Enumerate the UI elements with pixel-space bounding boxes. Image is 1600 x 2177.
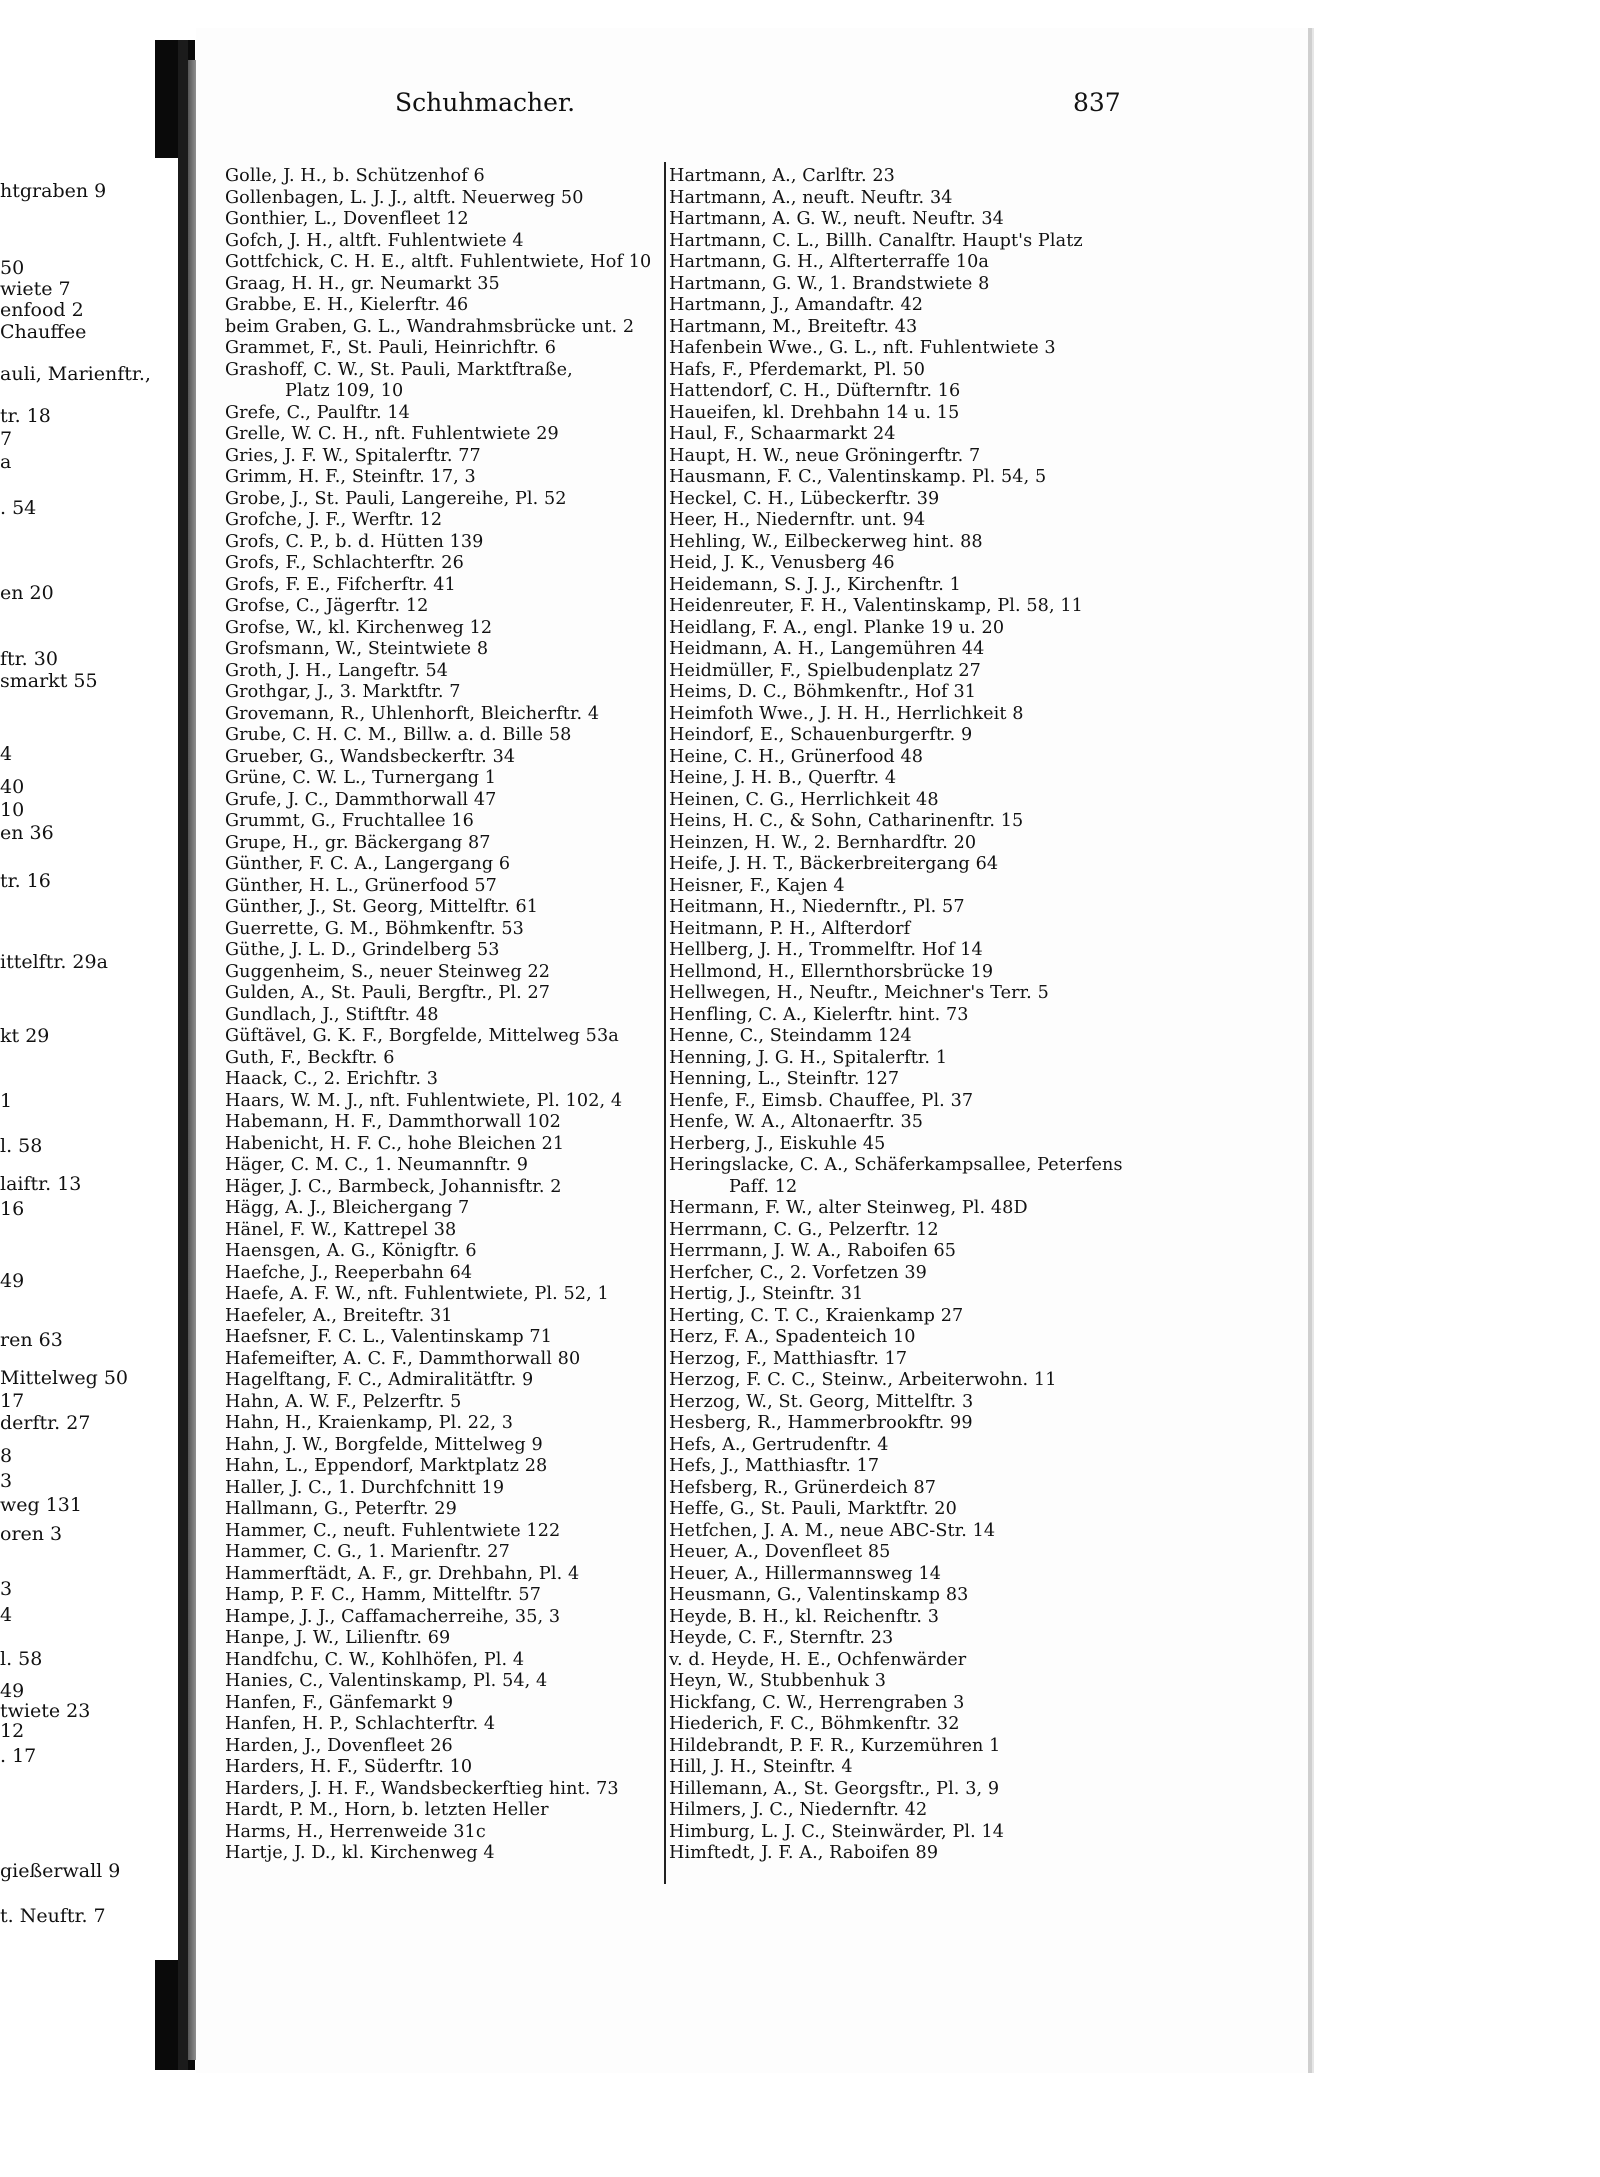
directory-entry: Herting, C. T. C., Kraienkamp 27 [669, 1305, 964, 1326]
directory-entry: Hausmann, F. C., Valentinskamp. Pl. 54, 5 [669, 467, 1047, 487]
directory-entry: Guggenheim, S., neuer Steinweg 22 [225, 961, 551, 982]
directory-entry: Grofche, J. F., Werftr. 12 [225, 510, 443, 530]
directory-entry: Hahn, A. W. F., Pelzerftr. 5 [225, 1391, 462, 1412]
directory-entry: Gollenbagen, L. J. J., altft. Neuerweg 50 [225, 187, 584, 208]
directory-entry: Häger, J. C., Barmbeck, Johannisftr. 2 [225, 1176, 562, 1197]
directory-entry: Harden, J., Dovenfleet 26 [225, 1735, 453, 1756]
directory-entry: Hartmann, C. L., Billh. Canalftr. Haupt's Platz [669, 230, 1083, 251]
directory-entry: Herrmann, C. G., Pelzerftr. 12 [669, 1219, 939, 1240]
left-page-line-fragment: Chauffee [0, 321, 87, 343]
directory-entry: Hesberg, R., Hammerbrookftr. 99 [669, 1413, 973, 1433]
directory-entry: Grofs, F., Schlachterftr. 26 [225, 553, 464, 573]
directory-entry: Haueifen, kl. Drehbahn 14 u. 15 [669, 402, 960, 423]
directory-entry: Graag, H. H., gr. Neumarkt 35 [225, 273, 500, 294]
directory-entry: Heyde, B. H., kl. Reichenftr. 3 [669, 1606, 940, 1627]
left-page-line-fragment: 49 [0, 1270, 25, 1292]
directory-entry: Hermann, F. W., alter Steinweg, Pl. 48D [669, 1198, 1028, 1218]
directory-entry: Hafenbein Wwe., G. L., nft. Fuhlentwiete 3 [669, 338, 1056, 358]
directory-entry: Heims, D. C., Böhmkenftr., Hof 31 [669, 682, 977, 702]
directory-entry: Henning, J. G. H., Spitalerftr. 1 [669, 1047, 948, 1068]
directory-entry: Herz, F. A., Spadenteich 10 [669, 1327, 916, 1347]
directory-entry: Grofse, C., Jägerftr. 12 [225, 596, 429, 616]
directory-entry: Hartmann, G. W., 1. Brandstwiete 8 [669, 273, 990, 294]
directory-entry: Hahn, L., Eppendorf, Marktplatz 28 [225, 1456, 548, 1476]
directory-entry: Heuer, A., Dovenfleet 85 [669, 1542, 891, 1562]
left-page-line-fragment: 4 [0, 743, 13, 765]
directory-entry: Henfe, F., Eimsb. Chauffee, Pl. 37 [669, 1090, 974, 1111]
directory-entry: Heitmann, P. H., Alfterdorf [669, 918, 911, 939]
left-page-line-fragment: auli, Marienftr., [0, 363, 151, 385]
directory-entry: Haefche, J., Reeperbahn 64 [225, 1262, 473, 1283]
directory-entry: Guth, F., Beckftr. 6 [225, 1047, 395, 1068]
directory-entry: Herrmann, J. W. A., Raboifen 65 [669, 1241, 957, 1261]
directory-entry: Herberg, J., Eiskuhle 45 [669, 1133, 886, 1154]
left-page-line-fragment: a [0, 451, 12, 473]
directory-entry: Hahn, J. W., Borgfelde, Mittelweg 9 [225, 1434, 543, 1455]
directory-entry: Hefsberg, R., Grünerdeich 87 [669, 1477, 937, 1498]
directory-entry: Haul, F., Schaarmarkt 24 [669, 424, 896, 444]
directory-entry: Grueber, G., Wandsbeckerftr. 34 [225, 746, 516, 767]
directory-entry: Gries, J. F. W., Spitalerftr. 77 [225, 445, 481, 466]
directory-entry: Hägg, A. J., Bleichergang 7 [225, 1198, 470, 1218]
directory-entry: Grabbe, E. H., Kielerftr. 46 [225, 295, 469, 315]
directory-entry: Heidmann, A. H., Langemühren 44 [669, 639, 985, 659]
directory-entry: Hilmers, J. C., Niedernftr. 42 [669, 1800, 928, 1820]
left-page-line-fragment: htgraben 9 [0, 180, 107, 202]
directory-entry: Heyn, W., Stubbenhuk 3 [669, 1671, 887, 1691]
directory-entry: Hattendorf, C. H., Düfternftr. 16 [669, 381, 961, 401]
directory-entry: Hamp, P. F. C., Hamm, Mittelftr. 57 [225, 1585, 542, 1605]
directory-entry: Hellmond, H., Ellernthorsbrücke 19 [669, 961, 994, 982]
left-page-line-fragment: ren 63 [0, 1329, 63, 1351]
directory-entry: Hanfen, F., Gänfemarkt 9 [225, 1692, 454, 1713]
left-page-line-fragment: Mittelweg 50 [0, 1367, 129, 1389]
directory-entry: Heidemann, S. J. J., Kirchenftr. 1 [669, 574, 961, 595]
directory-entry: Heine, J. H. B., Querftr. 4 [669, 768, 897, 788]
directory-entry: Hardt, P. M., Horn, b. letzten Heller [225, 1800, 549, 1820]
directory-entry: Heidenreuter, F. H., Valentinskamp, Pl. 58, 11 [669, 596, 1083, 616]
directory-entry: Hartmann, A., neuft. Neuftr. 34 [669, 187, 953, 208]
directory-entry: v. d. Heyde, H. E., Ochfenwärder [669, 1649, 967, 1670]
directory-entry: Grothgar, J., 3. Marktftr. 7 [225, 682, 461, 702]
directory-entry: Heinzen, H. W., 2. Bernhardftr. 20 [669, 832, 977, 853]
left-page-line-fragment: weg 131 [0, 1494, 82, 1516]
directory-entry: Herfcher, C., 2. Vorfetzen 39 [669, 1262, 927, 1283]
directory-entry: Hafemeifter, A. C. F., Dammthorwall 80 [225, 1348, 581, 1369]
page-number: 837 [1073, 88, 1121, 117]
directory-entry: Hahn, H., Kraienkamp, Pl. 22, 3 [225, 1413, 514, 1433]
directory-entry: Günther, J., St. Georg, Mittelftr. 61 [225, 897, 539, 917]
directory-entry: Habenicht, H. F. C., hohe Bleichen 21 [225, 1133, 565, 1154]
left-page-line-fragment: . 17 [0, 1745, 37, 1767]
directory-entry: Herzog, F. C. C., Steinw., Arbeiterwohn. 11 [669, 1370, 1057, 1390]
directory-entry: Heidmüller, F., Spielbudenplatz 27 [669, 660, 981, 681]
directory-entry: beim Graben, G. L., Wandrahmsbrücke unt. 2 [225, 316, 635, 337]
left-page-line-fragment: 8 [0, 1445, 13, 1467]
directory-entry: Heringslacke, C. A., Schäferkampsallee, Peterfens [669, 1155, 1123, 1175]
left-page-line-fragment: l. 58 [0, 1135, 43, 1157]
page-gutter [178, 40, 188, 2070]
left-page-line-fragment: 49 [0, 1680, 25, 1702]
directory-entry: Hefs, J., Matthiasftr. 17 [669, 1456, 880, 1476]
directory-entry: Haars, W. M. J., nft. Fuhlentwiete, Pl. 102, 4 [225, 1090, 623, 1111]
left-page-line-fragment: en 36 [0, 822, 54, 844]
directory-entry: Haensgen, A. G., Königftr. 6 [225, 1241, 477, 1261]
directory-entry: Hertig, J., Steinftr. 31 [669, 1284, 864, 1304]
directory-entry: Heusmann, G., Valentinskamp 83 [669, 1585, 969, 1605]
left-page-line-fragment: . 54 [0, 497, 37, 519]
left-page-line-fragment: 1 [0, 1090, 13, 1112]
directory-entry: Hartmann, A. G. W., neuft. Neuftr. 34 [669, 209, 1004, 229]
left-page-line-fragment: 17 [0, 1390, 25, 1412]
directory-entry: Grelle, W. C. H., nft. Fuhlentwiete 29 [225, 424, 559, 444]
directory-entry: Grefe, C., Paulftr. 14 [225, 402, 410, 423]
directory-entry: Hillemann, A., St. Georgsftr., Pl. 3, 9 [669, 1778, 1000, 1799]
directory-entry: Harders, J. H. F., Wandsbeckerftieg hint. 73 [225, 1778, 619, 1799]
directory-entry: Heidlang, F. A., engl. Planke 19 u. 20 [669, 617, 1005, 638]
directory-entry: Heckel, C. H., Lübeckerftr. 39 [669, 488, 940, 509]
directory-entry: Haack, C., 2. Erichftr. 3 [225, 1069, 439, 1089]
directory-entry: Heuer, A., Hillermannsweg 14 [669, 1563, 942, 1584]
directory-entry: Hehling, W., Eilbeckerweg hint. 88 [669, 531, 983, 552]
left-page-line-fragment: 40 [0, 776, 25, 798]
directory-entry: Heine, C. H., Grünerfood 48 [669, 746, 924, 767]
directory-entry: Gofch, J. H., altft. Fuhlentwiete 4 [225, 230, 524, 251]
directory-entry: Handfchu, C. W., Kohlhöfen, Pl. 4 [225, 1649, 525, 1670]
left-page-line-fragment: gießerwall 9 [0, 1860, 121, 1882]
directory-entry: Gonthier, L., Dovenfleet 12 [225, 209, 469, 229]
directory-entry: Hartmann, A., Carlftr. 23 [669, 166, 895, 186]
directory-entry: Hanfen, H. P., Schlachterftr. 4 [225, 1714, 496, 1734]
left-page-line-fragment: wiete 7 [0, 278, 71, 300]
directory-entry: Gulden, A., St. Pauli, Bergftr., Pl. 27 [225, 983, 551, 1003]
directory-entry: Heid, J. K., Venusberg 46 [669, 553, 895, 573]
directory-entry: Hartmann, J., Amandaftr. 42 [669, 295, 924, 315]
directory-entry: Heitmann, H., Niedernftr., Pl. 57 [669, 897, 965, 917]
left-page-line-fragment: l. 58 [0, 1648, 43, 1670]
directory-entry: Hildebrandt, P. F. R., Kurzemühren 1 [669, 1735, 1001, 1756]
directory-entry: Hagelftang, F. C., Admiralitätftr. 9 [225, 1370, 534, 1390]
directory-entry: Günther, H. L., Grünerfood 57 [225, 875, 497, 896]
directory-entry: Hafs, F., Pferdemarkt, Pl. 50 [669, 359, 926, 380]
directory-entry: Himburg, L. J. C., Steinwärder, Pl. 14 [669, 1821, 1005, 1842]
directory-entry: Grupe, H., gr. Bäckergang 87 [225, 832, 491, 853]
left-page-line-fragment: tr. 16 [0, 870, 51, 892]
directory-entry: Grube, C. H. C. M., Billw. a. d. Bille 58 [225, 725, 572, 745]
directory-entry: Hammer, C., neuft. Fuhlentwiete 122 [225, 1520, 561, 1541]
directory-entry: Hartmann, M., Breiteftr. 43 [669, 316, 918, 337]
directory-entry: Grimm, H. F., Steinftr. 17, 3 [225, 467, 476, 487]
directory-entry: Harders, H. F., Süderftr. 10 [225, 1757, 473, 1777]
directory-entry: Herzog, F., Matthiasftr. 17 [669, 1348, 908, 1369]
directory-entry: Hänel, F. W., Kattrepel 38 [225, 1219, 457, 1240]
left-page-line-fragment: t. Neuftr. 7 [0, 1905, 106, 1927]
left-page-line-fragment: 7 [0, 428, 13, 450]
directory-entry: Hartmann, G. H., Alfterterraffe 10a [669, 252, 989, 272]
directory-entry: Haefeler, A., Breiteftr. 31 [225, 1305, 453, 1326]
directory-entry: Grofsmann, W., Steintwiete 8 [225, 639, 489, 659]
directory-entry: Grobe, J., St. Pauli, Langereihe, Pl. 52 [225, 488, 567, 509]
directory-entry: Heife, J. H. T., Bäckerbreitergang 64 [669, 854, 999, 874]
directory-entry: Haller, J. C., 1. Durchfchnitt 19 [225, 1477, 505, 1498]
left-page-line-fragment: 12 [0, 1720, 25, 1742]
directory-entry: Haefe, A. F. W., nft. Fuhlentwiete, Pl. 52, 1 [225, 1284, 609, 1304]
directory-entry: Grovemann, R., Uhlenhorft, Bleicherftr. 4 [225, 703, 600, 724]
directory-entry: Grüne, C. W. L., Turnergang 1 [225, 768, 497, 788]
left-page-line-fragment: tr. 18 [0, 405, 51, 427]
left-page-line-fragment: 50 [0, 257, 25, 279]
directory-entry: Gundlach, J., Stiftftr. 48 [225, 1004, 439, 1025]
directory-entry: Hellwegen, H., Neuftr., Meichner's Terr. 5 [669, 983, 1049, 1003]
directory-entry: Hanpe, J. W., Lilienftr. 69 [225, 1628, 451, 1648]
directory-entry: Himftedt, J. F. A., Raboifen 89 [669, 1843, 939, 1863]
directory-entry: Golle, J. H., b. Schützenhof 6 [225, 166, 485, 186]
left-page-line-fragment: 10 [0, 799, 25, 821]
directory-entry: Grofs, C. P., b. d. Hütten 139 [225, 531, 484, 552]
directory-entry: Hartje, J. D., kl. Kirchenweg 4 [225, 1843, 495, 1863]
directory-entry: Heimfoth Wwe., J. H. H., Herrlichkeit 8 [669, 703, 1024, 724]
directory-entry: Hetfchen, J. A. M., neue ABC-Str. 14 [669, 1520, 996, 1541]
column-rule [664, 162, 666, 1884]
directory-entry: Hefs, A., Gertrudenftr. 4 [669, 1434, 889, 1455]
directory-entry: Hiederich, F. C., Böhmkenftr. 32 [669, 1714, 960, 1734]
directory-entry: Hellberg, J. H., Trommelftr. Hof 14 [669, 940, 983, 960]
directory-entry: Henne, C., Steindamm 124 [669, 1026, 912, 1046]
directory-entry: Gottfchick, C. H. E., altft. Fuhlentwiete, Hof 10 [225, 252, 652, 272]
directory-entry: Heffe, G., St. Pauli, Marktftr. 20 [669, 1499, 957, 1519]
left-page-line-fragment: ftr. 30 [0, 648, 58, 670]
directory-entry: Heisner, F., Kajen 4 [669, 875, 845, 896]
left-page-line-fragment: twiete 23 [0, 1700, 91, 1722]
directory-entry: Hammer, C. G., 1. Marienftr. 27 [225, 1542, 510, 1562]
left-page-line-fragment: enfood 2 [0, 299, 84, 321]
directory-entry: Häger, C. M. C., 1. Neumannftr. 9 [225, 1155, 529, 1175]
directory-entry: Paff. 12 [729, 1176, 798, 1197]
directory-entry: Haupt, H. W., neue Gröningerftr. 7 [669, 445, 981, 466]
directory-entry: Herzog, W., St. Georg, Mittelftr. 3 [669, 1391, 974, 1412]
directory-entry: Hampe, J. J., Caffamacherreihe, 35, 3 [225, 1606, 561, 1627]
left-page-line-fragment: kt 29 [0, 1025, 50, 1047]
left-page-line-fragment: 3 [0, 1470, 13, 1492]
directory-entry: Heyde, C. F., Sternftr. 23 [669, 1628, 894, 1648]
left-page-line-fragment: 4 [0, 1604, 13, 1626]
directory-entry: Harms, H., Herrenweide 31c [225, 1821, 486, 1842]
left-page-fragment [0, 40, 178, 2070]
directory-entry: Günther, F. C. A., Langergang 6 [225, 854, 511, 874]
directory-entry: Henning, L., Steinftr. 127 [669, 1069, 900, 1089]
directory-entry: Heinen, C. G., Herrlichkeit 48 [669, 789, 939, 810]
directory-entry: Heer, H., Niedernftr. unt. 94 [669, 510, 926, 530]
left-page-line-fragment: laiftr. 13 [0, 1173, 82, 1195]
directory-entry: Güthe, J. L. D., Grindelberg 53 [225, 940, 500, 960]
left-page-line-fragment: oren 3 [0, 1523, 63, 1545]
left-page-line-fragment: ittelftr. 29a [0, 951, 108, 973]
directory-entry: Haefsner, F. C. L., Valentinskamp 71 [225, 1327, 553, 1347]
directory-entry: Hammerftädt, A. F., gr. Drehbahn, Pl. 4 [225, 1563, 580, 1584]
left-page-line-fragment: 16 [0, 1198, 25, 1220]
left-page-line-fragment: derftr. 27 [0, 1412, 91, 1434]
directory-entry: Heins, H. C., & Sohn, Catharinenftr. 15 [669, 811, 1024, 831]
directory-entry: Platz 109, 10 [285, 381, 404, 401]
directory-entry: Henfling, C. A., Kielerftr. hint. 73 [669, 1004, 969, 1025]
directory-entry: Grofs, F. E., Fifcherftr. 41 [225, 574, 456, 595]
directory-entry: Grashoff, C. W., St. Pauli, Marktftraße, [225, 359, 573, 380]
directory-entry: Habemann, H. F., Dammthorwall 102 [225, 1112, 561, 1132]
directory-entry: Henfe, W. A., Altonaerftr. 35 [669, 1112, 924, 1132]
directory-entry: Grofse, W., kl. Kirchenweg 12 [225, 617, 493, 638]
directory-entry: Hickfang, C. W., Herrengraben 3 [669, 1692, 965, 1713]
left-page-line-fragment: en 20 [0, 582, 54, 604]
directory-entry: Güftävel, G. K. F., Borgfelde, Mittelweg 53a [225, 1026, 619, 1046]
left-page-line-fragment: smarkt 55 [0, 670, 98, 692]
directory-entry: Grammet, F., St. Pauli, Heinrichftr. 6 [225, 338, 557, 358]
left-page-line-fragment: 3 [0, 1578, 13, 1600]
directory-entry: Heindorf, E., Schauenburgerftr. 9 [669, 725, 973, 745]
directory-entry: Grummt, G., Fruchtallee 16 [225, 811, 474, 831]
directory-entry: Hill, J. H., Steinftr. 4 [669, 1757, 853, 1777]
directory-entry: Grufe, J. C., Dammthorwall 47 [225, 789, 497, 810]
directory-entry: Groth, J. H., Langeftr. 54 [225, 660, 449, 681]
directory-entry: Hanies, C., Valentinskamp, Pl. 54, 4 [225, 1671, 548, 1691]
running-head: Schuhmacher. [395, 88, 576, 117]
directory-entry: Hallmann, G., Peterftr. 29 [225, 1499, 457, 1519]
directory-entry: Guerrette, G. M., Böhmkenftr. 53 [225, 918, 524, 939]
